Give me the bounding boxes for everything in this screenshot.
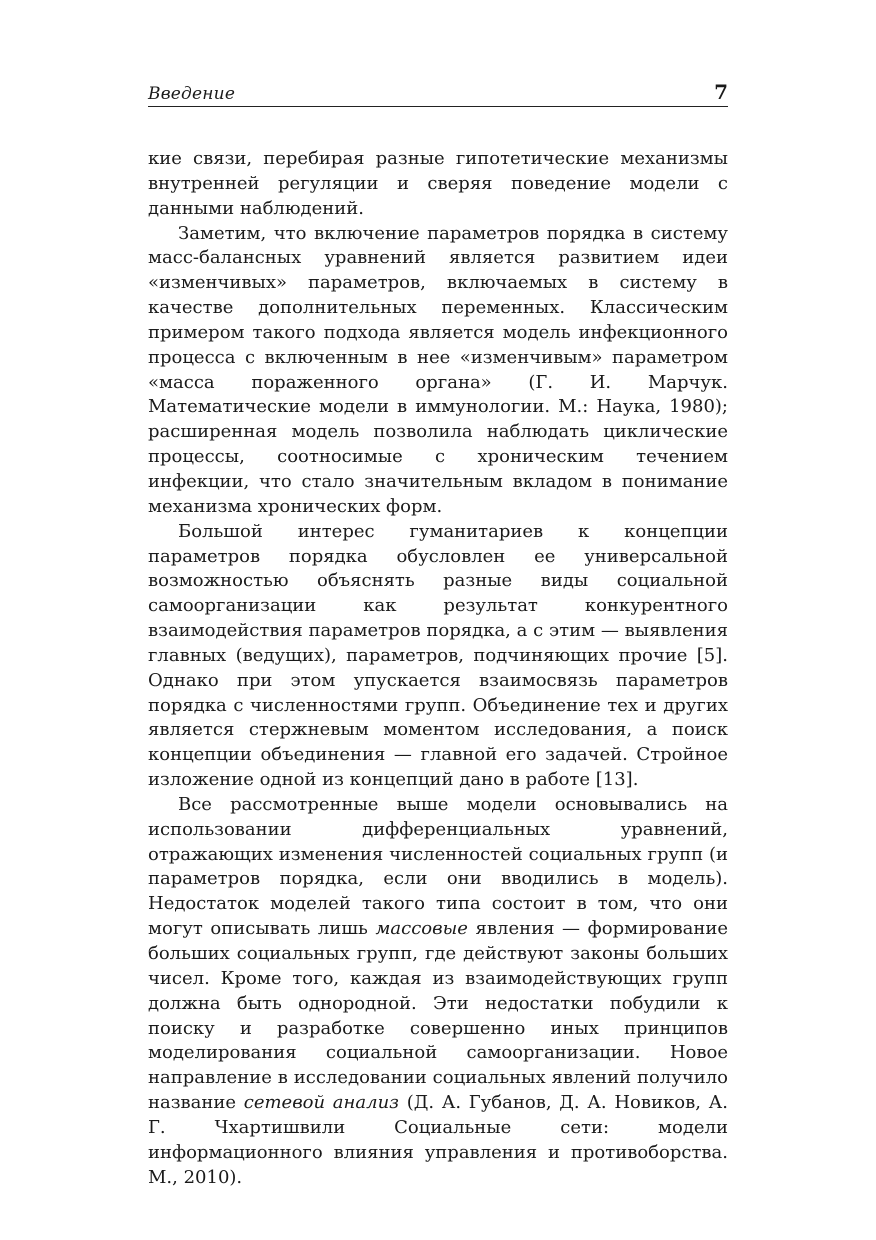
paragraph-4-text-2: явления — формирование больших социальных групп, где действуют законы больших чисел. Кроме того, каждая из взаимодействующих групп должна быть однородной. Эти недостатки побудили к поиску и разработке совершенно иных принципов моделирования социальной самоорганизации. Новое направление в исследовании социальных явлений получило название xyxy=(148,918,728,1114)
paragraph-2: Заметим, что включение параметров порядка в систему масс-балансных уравнений является развитием идеи «изменчивых» параметров, включаемых в систему в качестве дополнительных переменных. Классическим примером такого подхода является модель инфекционного процесса с включенным в нее «изменчивым» параметром «масса пораженного органа» (Г. И. Марчук. Математические модели в иммунологии. М.: Наука, 1980); расширенная модель позволила наблюдать циклические процессы, соотносимые с хроническим течением инфекции, что стало значительным вкладом в понимание механизма хронических форм. xyxy=(148,222,728,517)
paragraph-4-text-1: Все рассмотренные выше модели основывались на использовании дифференциальных уравнений, отражающих изменения численностей социальных групп (и параметров порядка, если они вводились в модель). Недостаток моделей такого типа состоит в том, что они могут описывать лишь xyxy=(148,793,728,940)
section-title: Введение xyxy=(148,84,236,104)
emphasis-network-analysis: сетевой анализ xyxy=(243,1092,399,1114)
paragraph-1: кие связи, перебирая разные гипотетические механизмы внутренней регуляции и сверяя поведение модели с данными наблюдений. xyxy=(148,148,728,219)
book-page xyxy=(148,78,728,1190)
body-text xyxy=(148,147,728,1190)
paragraph-4-text-3: (Д. А. Губанов, Д. А. Новиков, А. Г. Чхартишвили Социальные сети: модели информационного влияния управления и противоборства. М., 2010). xyxy=(148,1092,728,1188)
page-number: 7 xyxy=(714,80,728,104)
running-header xyxy=(148,78,728,107)
emphasis-mass: массовые xyxy=(375,918,468,940)
paragraph-4 xyxy=(148,793,728,1191)
paragraph-3: Большой интерес гуманитариев к концепции параметров порядка обусловлен ее универсальной возможностью объяснять разные виды социальной самоорганизации как результат конкурентного взаимодействия параметров порядка, а с этим — выявления главных (ведущих), параметров, подчиняющих прочие [5]. Однако при этом упускается взаимосвязь параметров порядка с численностями групп. Объединение тех и других является стержневым моментом исследования, а поиск концепции объединения — главной его задачей. Стройное изложение одной из концепций дано в работе [13]. xyxy=(148,520,728,791)
